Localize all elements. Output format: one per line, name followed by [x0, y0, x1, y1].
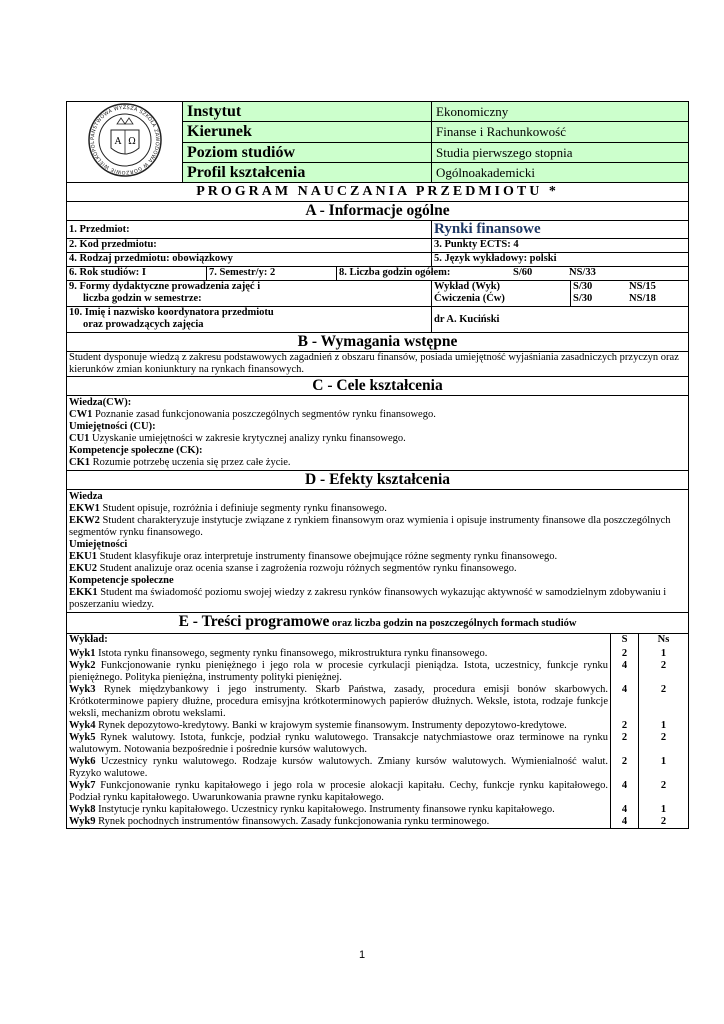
- lecture-text: [67, 780, 611, 804]
- lecture-row: [67, 732, 689, 756]
- lecture-code: Wyk5: [69, 732, 96, 743]
- coordinator-label: [67, 307, 432, 333]
- outcomes-content: [67, 490, 689, 613]
- outcome-ekw1-text: Student opisuje, rozróżnia i definiuje segmenty rynku finansowego.: [99, 503, 387, 514]
- outcome-ekw2: [69, 515, 686, 539]
- lecture-heading: Wykład:: [67, 634, 611, 648]
- total-hours-label: 8. Liczba godzin ogółem:: [339, 267, 451, 278]
- lecture-hours-s: 4: [611, 816, 639, 829]
- goals-skills-heading: Umiejętności (CU):: [69, 421, 156, 432]
- total-hours-s: S/60: [513, 267, 533, 278]
- lecture-code: Wyk7: [69, 780, 96, 791]
- outcome-eku2: [69, 563, 686, 575]
- lecture-description: Instytucje rynku kapitałowego. Uczestnicy rynku kapitałowego. Instrumenty finansowe rynku kapitałowego.: [95, 804, 555, 815]
- lecture-description: Uczestnicy rynku walutowego. Rodzaje kursów walutowych. Zmiany kursów walutowych. Wymienialność walut. Ryzyko walutowe.: [69, 756, 608, 779]
- section-e-title: [67, 613, 689, 634]
- goals-knowledge-heading: Wiedza(CW):: [69, 397, 132, 408]
- section-e-title-main: E - Treści programowe: [178, 613, 330, 630]
- lecture-row: [67, 648, 689, 660]
- goal-cu1-code: CU1: [69, 433, 90, 444]
- form-lecture: Wykład (Wyk): [434, 281, 501, 292]
- lecture-hours-ns: 1: [639, 720, 689, 732]
- language: 5. Język wykładowy: polski: [432, 253, 689, 267]
- course-type: 4. Rodzaj przedmiotu: obowiązkowy: [67, 253, 432, 267]
- syllabus-page: [66, 101, 688, 829]
- outcome-eku1-code: EKU1: [69, 551, 98, 562]
- svg-text:Ω: Ω: [127, 137, 136, 147]
- syllabus-table: [66, 101, 689, 634]
- outcomes-knowledge-heading: Wiedza: [69, 491, 103, 502]
- semester: 7. Semestr/y: 2: [207, 267, 337, 281]
- goals-social-heading: Kompetencje społeczne (CK):: [69, 445, 203, 456]
- header-label-profile: Profil kształcenia: [183, 162, 432, 182]
- lecture-hours-s: 2: [611, 648, 639, 660]
- lecture-hours-s: 4: [611, 780, 639, 804]
- outcome-eku2-code: EKU2: [69, 563, 98, 574]
- ects-points: 3. Punkty ECTS: 4: [432, 239, 689, 253]
- header-value-institute: Ekonomiczny: [432, 102, 689, 122]
- lecture-description: Rynek walutowy. Istota, funkcje, podział rynku walutowego. Transakcje natychmiastowe oraz terminowe na rynku walutowym. Notowania bezpośrednie i pośrednie kursów walutowych.: [69, 732, 608, 755]
- header-label-field: Kierunek: [183, 122, 432, 142]
- lecture-code: Wyk2: [69, 660, 96, 671]
- total-hours-ns: NS/33: [569, 267, 596, 278]
- lecture-hours-ns: 2: [639, 732, 689, 756]
- lecture-row: [67, 756, 689, 780]
- lecture-row: [67, 660, 689, 684]
- lecture-description: Rynek pochodnych instrumentów finansowych. Zasady funkcjonowania rynku terminowego.: [95, 816, 490, 827]
- lecture-description: Rynek depozytowo-kredytowy. Banki w krajowym systemie finansowym. Instrumenty depozytowo-kredytowe.: [95, 720, 567, 731]
- outcome-eku2-text: Student analizuje oraz ocenia szanse i zagrożenia rozwoju różnych segmentów rynku finansowego.: [97, 563, 517, 574]
- section-e-subtitle: oraz liczba godzin na poszczególnych formach studiów: [329, 618, 577, 629]
- goal-ck1-code: CK1: [69, 457, 90, 468]
- forms-list: [432, 281, 571, 307]
- section-b-title: B - Wymagania wstępne: [67, 333, 689, 352]
- lecture-hours-ns: 1: [639, 804, 689, 816]
- lecture-row: [67, 816, 689, 829]
- prerequisites-text: Student dysponuje wiedzą z zakresu podstawowych zagadnień z obszaru finansów, posiada umiejętność wyjaśniania zasadniczych przyczyn oraz kierunków zmian koniunktury na rynkach finansowych.: [67, 352, 689, 377]
- outcome-eku1-text: Student klasyfikuje oraz interpretuje instrumenty finansowe obejmujące różne segmenty rynku finansowego.: [97, 551, 558, 562]
- lecture-text: [67, 732, 611, 756]
- subject-label: 1. Przedmiot:: [67, 221, 432, 239]
- lecture-hours-ns: 2: [639, 780, 689, 804]
- header-value-field: Finanse i Rachunkowość: [432, 122, 689, 142]
- lecture-text: [67, 756, 611, 780]
- forms-hours: [571, 281, 689, 307]
- forms-label: [67, 281, 432, 307]
- lecture-hours-s: 4: [611, 684, 639, 720]
- lecture-description: Istota rynku finansowego, segmenty rynku finansowego, mikrostruktura rynku finansowego.: [95, 648, 488, 659]
- lecture-hours-ns: 1: [639, 756, 689, 780]
- lecture-row: [67, 684, 689, 720]
- goal-ck1: [69, 457, 686, 469]
- outcome-ekk1-text: Student ma świadomość poziomu swojej wiedzy z zakresu rynków finansowych wykazując aktywność w samodzielnym zdobywaniu i poszerzaniu wiedzy.: [69, 587, 667, 610]
- outcome-ekk1: [69, 587, 686, 611]
- lecture-description: Rynek międzybankowy i jego instrumenty. Skarb Państwa, zasady, procedura emisji bonów skarbowych. Krótkoterminowe papiery dłużne, procedura emisyjna krótkoterminowych papierów dłużnych. Weksle, istota, rodzaje funkcje weksli, mechanizm obrotu wekslami.: [69, 684, 608, 719]
- lecture-text: [67, 648, 611, 660]
- outcomes-skills-heading: Umiejętności: [69, 539, 128, 550]
- lecture-hours-s: 2: [611, 732, 639, 756]
- lecture-code: Wyk8: [69, 804, 96, 815]
- section-a-title: A - Informacje ogólne: [67, 202, 689, 221]
- exercises-s: S/30: [573, 293, 593, 304]
- study-year: 6. Rok studiów: I: [67, 267, 207, 281]
- lecture-hours-ns: 1: [639, 648, 689, 660]
- lecture-s: S/30: [573, 281, 593, 292]
- coordinator-label-line1: 10. Imię i nazwisko koordynatora przedmiotu: [69, 307, 274, 318]
- outcome-ekw1-code: EKW1: [69, 503, 100, 514]
- program-title: PROGRAM NAUCZANIA PRZEDMIOTU *: [67, 183, 689, 202]
- lecture-hours-ns: 2: [639, 684, 689, 720]
- lecture-description: Funkcjonowanie rynku pieniężnego i jego rola w procesie cyrkulacji pieniądza. Istota, uczestnicy, funkcje rynku pieniężnego. Polityka pieniężna, instrumenty polityki pieniężnej.: [69, 660, 608, 683]
- header-label-level: Poziom studiów: [183, 142, 432, 162]
- form-exercises: Ćwiczenia (Ćw): [434, 293, 505, 304]
- total-hours: [337, 267, 689, 281]
- outcome-eku1: [69, 551, 686, 563]
- university-seal-logo: [87, 102, 163, 178]
- section-d-title: D - Efekty kształcenia: [67, 471, 689, 490]
- lecture-row: [67, 780, 689, 804]
- lecture-hours-s: 2: [611, 756, 639, 780]
- outcome-ekk1-code: EKK1: [69, 587, 98, 598]
- goal-cw1-code: CW1: [69, 409, 93, 420]
- outcomes-social-heading: Kompetencje społeczne: [69, 575, 174, 586]
- forms-label-line1: 9. Formy dydaktyczne prowadzenia zajęć i: [69, 281, 261, 292]
- coordinator-name: dr A. Kuciński: [432, 307, 689, 333]
- section-c-title: C - Cele kształcenia: [67, 377, 689, 396]
- exercises-ns: NS/18: [629, 293, 656, 304]
- goal-cu1-text: Uzyskanie umiejętności w zakresie krytycznej analizy rynku finansowego.: [89, 433, 406, 444]
- logo-cell: [67, 102, 183, 183]
- lecture-ns: NS/15: [629, 281, 656, 292]
- coordinator-label-line2: oraz prowadzących zajęcia: [83, 319, 204, 330]
- lecture-hours-s: 4: [611, 804, 639, 816]
- lecture-code: Wyk6: [69, 756, 96, 767]
- lecture-code: Wyk9: [69, 816, 96, 827]
- lecture-code: Wyk3: [69, 684, 96, 695]
- lecture-hours-s: 4: [611, 660, 639, 684]
- header-label-institute: Instytut: [183, 102, 432, 122]
- forms-label-line2: liczba godzin w semestrze:: [83, 293, 202, 304]
- lecture-hours-ns: 2: [639, 660, 689, 684]
- lecture-text: [67, 720, 611, 732]
- subject-value: Rynki finansowe: [432, 221, 689, 239]
- lecture-text: [67, 804, 611, 816]
- lecture-code: Wyk1: [69, 648, 96, 659]
- svg-text:A: A: [114, 137, 121, 147]
- goals-content: [67, 396, 689, 471]
- lecture-hours-ns: 2: [639, 816, 689, 829]
- col-ns-heading: Ns: [639, 634, 689, 648]
- col-s-heading: S: [611, 634, 639, 648]
- outcome-ekw1: [69, 503, 686, 515]
- lecture-text: [67, 660, 611, 684]
- lecture-hours-s: 2: [611, 720, 639, 732]
- header-value-profile: Ogólnoakademicki: [432, 162, 689, 182]
- page-number: 1: [358, 949, 366, 961]
- outcome-ekw2-text: Student charakteryzuje instytucje związane z rynkiem finansowym oraz wymienia i opisuje instrumenty finansowe dla poszczególnych segmentów rynku finansowego.: [69, 515, 671, 538]
- goal-ck1-text: Rozumie potrzebę uczenia się przez całe życie.: [90, 457, 291, 468]
- lecture-row: [67, 804, 689, 816]
- goal-cu1: [69, 433, 686, 445]
- outcome-ekw2-code: EKW2: [69, 515, 100, 526]
- content-table: [66, 634, 689, 829]
- lecture-code: Wyk4: [69, 720, 96, 731]
- goal-cw1-text: Poznanie zasad funkcjonowania poszczególnych segmentów rynku finansowego.: [92, 409, 436, 420]
- svg-text:PAŃSTWOWA WYŻSZA SZKOŁA ZAWODO: PAŃSTWOWA WYŻSZA SZKOŁA ZAWODOWA W GORZOWIE WIELKOPOL: [89, 104, 160, 176]
- lecture-text: [67, 816, 611, 829]
- lecture-text: [67, 684, 611, 720]
- goal-cw1: [69, 409, 686, 421]
- header-value-level: Studia pierwszego stopnia: [432, 142, 689, 162]
- course-code: 2. Kod przedmiotu:: [67, 239, 432, 253]
- lecture-description: Funkcjonowanie rynku kapitałowego i jego rola w procesie alokacji kapitału. Cechy, funkcje rynku kapitałowego. Podział rynku kapitałowego. Uwarunkowania prawne rynku kapitałowego.: [69, 780, 608, 803]
- lecture-row: [67, 720, 689, 732]
